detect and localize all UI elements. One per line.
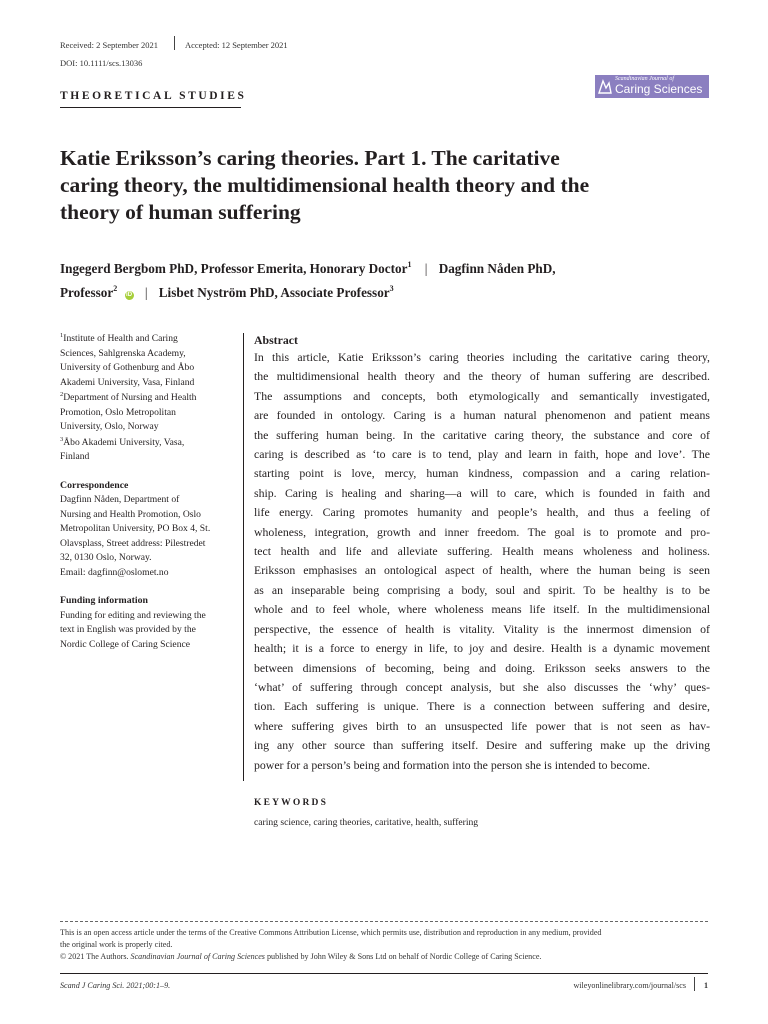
affiliation-sup: 1 bbox=[407, 260, 412, 269]
correspondence-heading: Correspondence bbox=[60, 479, 129, 491]
funding-line: Nordic College of Caring Science bbox=[60, 638, 191, 650]
received-date: Received: 2 September 2021 bbox=[60, 40, 158, 50]
abstract-line: ship. Caring is healing and sharing—a will to care, which is founded in faith and bbox=[254, 485, 710, 500]
title-line: caring theory, the multidimensional health theory and the bbox=[60, 173, 590, 197]
correspondence-line: Nursing and Health Promotion, Oslo bbox=[60, 508, 201, 520]
abstract-line: In this article, Katie Eriksson’s caring theories including the caritative caring theory, bbox=[254, 350, 710, 364]
affiliation-line: University of Gothenburg and Åbo bbox=[60, 362, 195, 373]
affiliation-sup: 2 bbox=[113, 284, 118, 293]
abstract-line: starting point is love, mercy, human kindness, compassion and a caring relation- bbox=[254, 466, 710, 481]
author-name[interactable]: Professor bbox=[60, 285, 114, 300]
abstract-line: tion. Each suffering is unique. There is a connection between suffering and desire, bbox=[254, 699, 710, 714]
abstract-line: the multidimensional health theory and the theory of human suffering are described. bbox=[254, 369, 710, 384]
journal-logo-small: Scandinavian Journal of bbox=[615, 76, 674, 82]
journal-url[interactable]: wileyonlinelibrary.com/journal/scs bbox=[573, 981, 686, 990]
abstract-line: perspective, the essence of health is vitality. Vitality is the innermost dimension of bbox=[254, 621, 710, 636]
abstract-line: health; it is a force to energy in life, to joy and desire. Health is a dynamic movement bbox=[254, 641, 710, 656]
abstract-line: tect health and life and alleviate suffering. Health means wholeness and holiness. bbox=[254, 544, 710, 559]
affiliation bbox=[60, 332, 235, 390]
copyright-post: published by John Wiley & Sons Ltd on behalf of Nordic College of Caring Science. bbox=[264, 952, 542, 961]
orcid-icon[interactable]: iD bbox=[126, 292, 133, 298]
section-underline bbox=[60, 107, 241, 108]
keywords-list: caring science, caring theories, caritative, health, suffering bbox=[254, 817, 479, 828]
abstract-line: Eriksson emphasises an ontological aspect of health, where the human being is seen bbox=[254, 563, 710, 578]
abstract-line: ‘what’ of suffering through concept analysis, but she also discusses the ‘why’ ques- bbox=[254, 679, 710, 694]
footer-divider bbox=[60, 921, 708, 922]
journal-logo[interactable] bbox=[595, 75, 709, 98]
affiliations bbox=[60, 332, 235, 652]
abstract bbox=[254, 332, 710, 775]
correspondence-line: Dagfinn Nåden, Department of bbox=[60, 494, 180, 505]
license-line: This is an open access article under the terms of the Creative Commons Attribution License, which permits use, distribution and reproduction in any medium, provided bbox=[60, 928, 602, 937]
copyright-journal: Scandinavian Journal of Caring Sciences bbox=[130, 952, 265, 961]
affiliation-line: Finland bbox=[60, 451, 90, 462]
author-list bbox=[60, 257, 720, 305]
copyright-pre: © 2021 The Authors. bbox=[60, 952, 131, 961]
abstract-line: life energy. Caring promotes humanity and people’s health, and thus a feeling of bbox=[254, 505, 710, 520]
affiliation-line: Institute of Health and Caring bbox=[63, 333, 178, 344]
affiliation-line: Sciences, Sahlgrenska Academy, bbox=[60, 347, 186, 359]
author-separator: | bbox=[144, 285, 148, 300]
abstract-line: as an inseparable being comprising a body, soul and spirit. To be healthy is to be bbox=[254, 582, 710, 597]
correspondence-line: Olavsplass, Street address: Pilestredet bbox=[60, 537, 206, 549]
abstract-heading: Abstract bbox=[254, 333, 298, 347]
footer-rule bbox=[60, 973, 708, 974]
affiliation-line: Promotion, Oslo Metropolitan bbox=[60, 406, 176, 418]
author-name[interactable]: Dagfinn Nåden PhD, bbox=[438, 261, 556, 276]
citation: Scand J Caring Sci. 2021;00:1–9. bbox=[60, 981, 171, 990]
abstract-line: power for a person’s being and formation into the person she is intended to become. bbox=[254, 757, 651, 772]
author-name[interactable]: Ingegerd Bergbom PhD, Professor Emerita, Honorary Doctor bbox=[60, 261, 408, 276]
journal-logo-icon bbox=[597, 78, 613, 95]
abstract-line: caring is described as ‘to care is to tend, play and learn in faith, hope and love’. The bbox=[254, 447, 710, 462]
funding-line: Funding for editing and reviewing the bbox=[60, 609, 206, 621]
page-number: 1 bbox=[704, 981, 709, 990]
abstract-line: the suffering human being. In the caritative caring theory, the substance and core of bbox=[254, 427, 710, 442]
correspondence bbox=[60, 479, 235, 581]
author-name[interactable]: Lisbet Nyström PhD, Associate Professor bbox=[158, 285, 390, 300]
funding-information bbox=[60, 594, 235, 652]
affiliation-line: University, Oslo, Norway bbox=[60, 421, 159, 432]
doi: DOI: 10.1111/scs.13036 bbox=[60, 58, 143, 68]
affiliation-sup: 1 bbox=[60, 332, 64, 339]
correspondence-line: Metropolitan University, PO Box 4, St. bbox=[60, 523, 211, 534]
keywords-heading: KEYWORDS bbox=[254, 798, 329, 808]
affiliation-sup: 3 bbox=[60, 435, 64, 443]
affiliation-sup: 3 bbox=[389, 284, 394, 293]
abstract-line: where suffering gives birth to an unsuspected life power that is not seen as hav- bbox=[254, 718, 710, 733]
abstract-line: ing any other source than suffering itself. Desire and suffering make up the driving bbox=[254, 738, 710, 753]
title-line: theory of human suffering bbox=[60, 200, 301, 224]
author-separator: | bbox=[424, 261, 428, 276]
license-notice bbox=[60, 927, 710, 963]
correspondence-email[interactable]: Email: dagfinn@oslomet.no bbox=[60, 566, 169, 578]
affiliation-line: Akademi University, Vasa, Finland bbox=[60, 376, 195, 388]
copyright-line bbox=[60, 951, 710, 963]
funding-line: text in English was provided by the bbox=[60, 624, 196, 635]
abstract-line: The assumptions and concepts, both etymologically and semantically investigated, bbox=[254, 388, 710, 403]
title-line: Katie Eriksson’s caring theories. Part 1. The caritative bbox=[60, 146, 560, 170]
license-line: the original work is properly cited. bbox=[60, 940, 173, 949]
abstract-line: are founded in ontology. Caring is a human natural phenomenon and patient means bbox=[254, 408, 710, 423]
affiliation-line: Åbo Akademi University, Vasa, bbox=[63, 436, 185, 448]
page-divider bbox=[694, 977, 695, 991]
abstract-line: wholeness, integration, growth and inner freedom. The goal is to promote and pro- bbox=[254, 524, 710, 539]
abstract-body bbox=[254, 348, 710, 775]
journal-logo-big: Caring Sciences bbox=[615, 82, 703, 96]
accepted-date: Accepted: 12 September 2021 bbox=[185, 40, 288, 50]
article-title bbox=[60, 145, 589, 226]
funding-heading: Funding information bbox=[60, 595, 148, 606]
abstract-line: whole and to feel whole, where wholeness means life itself. In the multidimensional bbox=[254, 602, 710, 617]
column-rule bbox=[243, 333, 244, 781]
affiliation-sup: 2 bbox=[60, 391, 64, 398]
header-divider bbox=[174, 36, 175, 50]
affiliation bbox=[60, 391, 235, 435]
section-label: THEORETICAL STUDIES bbox=[60, 90, 247, 102]
affiliation-line: Department of Nursing and Health bbox=[63, 392, 197, 403]
correspondence-line: 32, 0130 Oslo, Norway. bbox=[60, 552, 152, 563]
abstract-line: between dimensions of becoming, being and doing. Eriksson seeks answers to the bbox=[254, 660, 710, 675]
affiliation bbox=[60, 436, 235, 465]
